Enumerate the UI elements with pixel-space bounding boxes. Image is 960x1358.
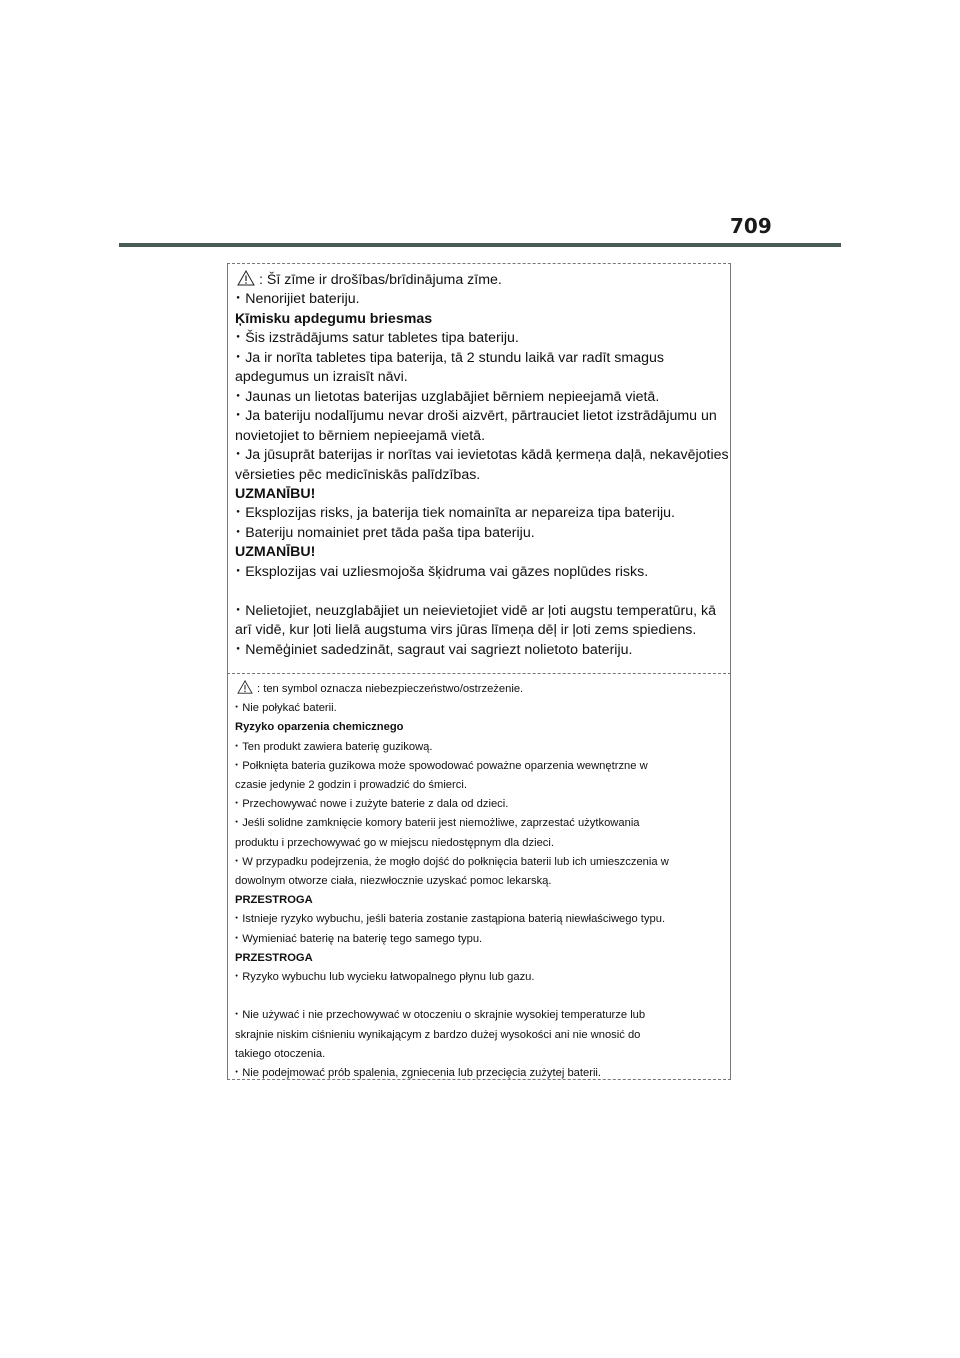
bullet-item: ・ Bateriju nomainiet pret tāda paša tipa bateriju. bbox=[231, 524, 723, 543]
header-rule bbox=[119, 243, 841, 247]
bullet-item: ・ Šis izstrādājums satur tabletes tipa bateriju. bbox=[231, 329, 723, 348]
text-line: produktu i przechowywać go w miejscu niedostępnym dla dzieci. bbox=[235, 836, 554, 849]
warning-text-polish bbox=[235, 680, 723, 1083]
bullet-item: ・ Nie połykać baterii. bbox=[231, 699, 723, 718]
bullet-item: ・ Połknięta bateria guzikowa może spowodować poważne oparzenia wewnętrzne w bbox=[231, 757, 723, 776]
warning-triangle-icon bbox=[237, 270, 255, 286]
bullet-item: ・ Wymieniać baterię na baterię tego samego typu. bbox=[231, 930, 723, 949]
section-heading: PRZESTROGA bbox=[235, 951, 313, 964]
page-number: 709 bbox=[730, 214, 772, 238]
bullet-item: ・ Ja bateriju nodalījumu nevar droši aizvērt, pārtrauciet lietot izstrādājumu un bbox=[231, 407, 723, 426]
symbol-line bbox=[235, 680, 723, 699]
text-line: czasie jedynie 2 godzin i prowadzić do śmierci. bbox=[235, 779, 467, 792]
text-line: novietojiet to bērniem nepieejamā vietā. bbox=[235, 427, 486, 444]
bullet-item: ・ Ten produkt zawiera baterię guzikową. bbox=[231, 738, 723, 757]
warning-text-latvian bbox=[235, 270, 729, 660]
bullet-item: ・ Nelietojiet, neuzglabājiet un neievietojiet vidē ar ļoti augstu temperatūru, kā bbox=[231, 602, 723, 621]
bullet-item: ・ Jeśli solidne zamknięcie komory baterii jest niemożliwe, zaprzestać użytkowania bbox=[231, 814, 723, 833]
blank-line bbox=[235, 987, 723, 1006]
bullet-item: ・ Nie używać i nie przechowywać w otoczeniu o skrajnie wysokiej temperaturze lub bbox=[231, 1006, 723, 1025]
bullet-item: ・ Nenorijiet bateriju. bbox=[231, 290, 723, 309]
bullet-item: ・ Eksplozijas vai uzliesmojoša šķidruma vai gāzes noplūdes risks. bbox=[231, 563, 723, 582]
bullet-item: ・ Jaunas un lietotas baterijas uzglabājiet bērniem nepieejamā vietā. bbox=[231, 388, 723, 407]
bullet-item: ・ Istnieje ryzyko wybuchu, jeśli bateria zostanie zastąpiona baterią niewłaściwego typu. bbox=[231, 910, 723, 929]
symbol-caption: : ten symbol oznacza niebezpieczeństwo/ostrzeżenie. bbox=[257, 683, 524, 695]
section-heading: Ķīmisku apdegumu briesmas bbox=[235, 310, 433, 327]
text-line: dowolnym otworze ciała, niezwłocznie uzyskać pomoc lekarską. bbox=[235, 875, 552, 888]
text-line: skrajnie niskim ciśnieniu wynikającym z bardzo dużej wysokości ani nie wnosić do bbox=[235, 1028, 641, 1041]
text-line: arī vidē, kur ļoti lielā augstuma virs jūras līmeņa dēļ ir ļoti zems spiediens. bbox=[235, 622, 697, 639]
warning-box-polish bbox=[227, 673, 731, 1080]
symbol-caption: : Šī zīme ir drošības/brīdinājuma zīme. bbox=[259, 272, 502, 288]
blank-line bbox=[235, 582, 723, 601]
bullet-item: ・ Nemēģiniet sadedzināt, sagraut vai sagriezt nolietoto bateriju. bbox=[231, 641, 723, 660]
section-heading: UZMANĪBU! bbox=[235, 485, 316, 502]
section-heading: Ryzyko oparzenia chemicznego bbox=[235, 721, 404, 734]
bullet-item: ・ Ryzyko wybuchu lub wycieku łatwopalnego płynu lub gazu. bbox=[231, 968, 723, 987]
section-heading: UZMANĪBU! bbox=[235, 544, 316, 561]
warning-triangle-icon bbox=[237, 680, 253, 694]
bullet-item: ・ Nie podejmować prób spalenia, zgniecenia lub przecięcia zużytej baterii. bbox=[231, 1064, 723, 1083]
symbol-line bbox=[235, 270, 723, 290]
bullet-item: ・ Eksplozijas risks, ja baterija tiek nomainīta ar nepareiza tipa bateriju. bbox=[231, 504, 723, 523]
bullet-item: ・ Przechowywać nowe i zużyte baterie z dala od dzieci. bbox=[231, 795, 723, 814]
bullet-item: ・ Ja jūsuprāt baterijas ir norītas vai ievietotas kādā ķermeņa daļā, nekavējoties bbox=[231, 446, 723, 465]
text-line: apdegumus un izraisīt nāvi. bbox=[235, 369, 408, 386]
bullet-item: ・ W przypadku podejrzenia, że mogło dojść do połknięcia baterii lub ich umieszczenia w bbox=[231, 853, 723, 872]
warning-box-latvian bbox=[227, 263, 731, 673]
text-line: vērsieties pēc medicīniskās palīdzības. bbox=[235, 466, 481, 483]
section-heading: PRZESTROGA bbox=[235, 894, 313, 907]
bullet-item: ・ Ja ir norīta tabletes tipa baterija, tā 2 stundu laikā var radīt smagus bbox=[231, 349, 723, 368]
text-line: takiego otoczenia. bbox=[235, 1047, 326, 1060]
